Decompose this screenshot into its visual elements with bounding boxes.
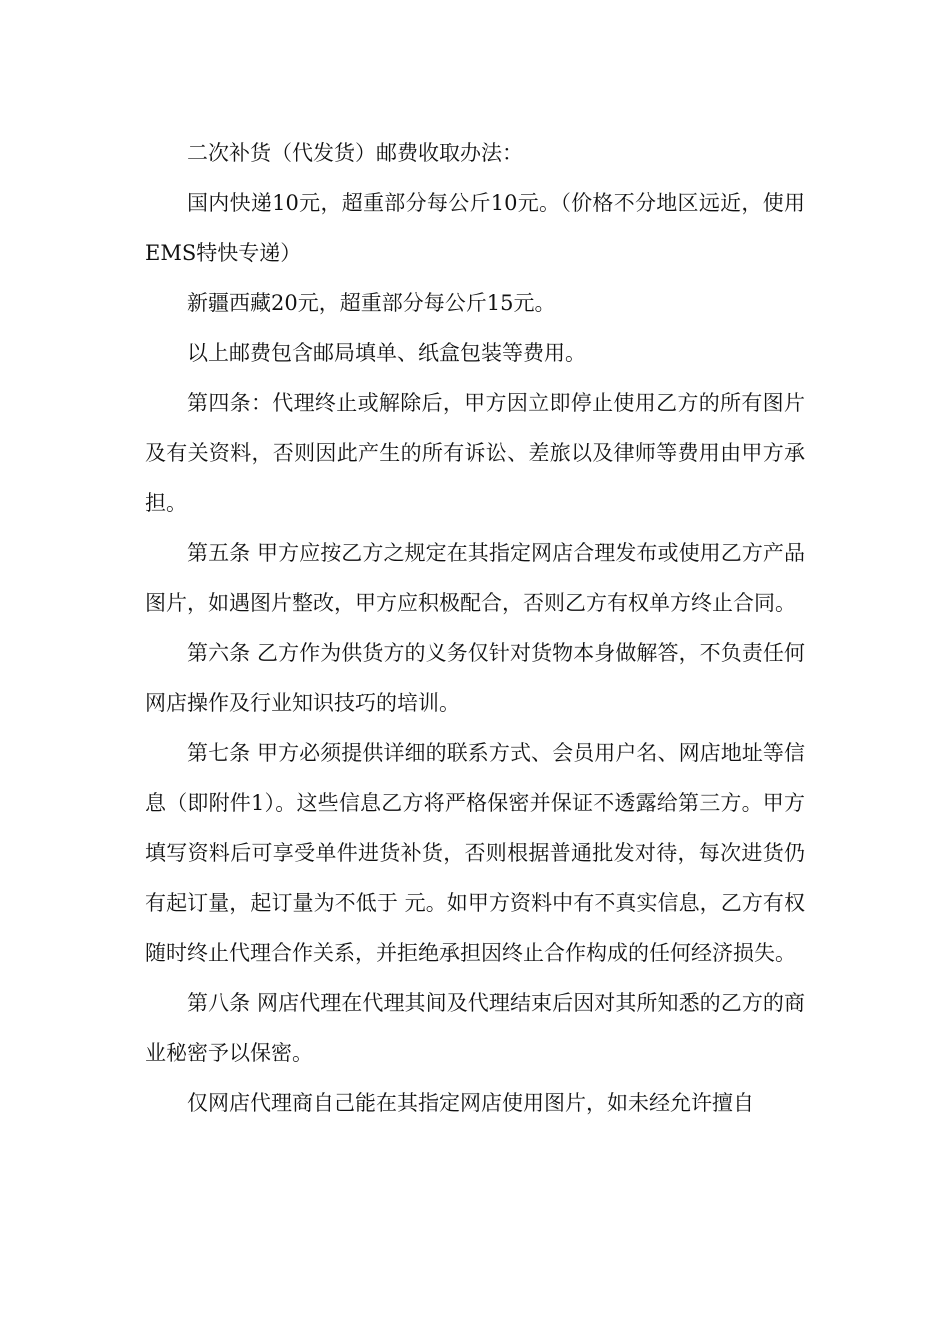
- paragraph-domestic-express: 国内快递10元，超重部分每公斤10元。（价格不分地区远近，使用EMS特快专递）: [145, 191, 805, 265]
- document-body: [145, 128, 805, 1128]
- paragraph-article-6: 第六条 乙方作为供货方的义务仅针对货物本身做解答，不负责任何网店操作及行业知识技巧的培训。: [145, 641, 805, 715]
- paragraph-postage-includes: 以上邮费包含邮局填单、纸盒包装等费用。: [187, 341, 586, 365]
- paragraph-article-4: 第四条：代理终止或解除后，甲方因立即停止使用乙方的所有图片及有关资料，否则因此产生的所有诉讼、差旅以及律师等费用由甲方承担。: [145, 391, 805, 515]
- paragraph-article-5: 第五条 甲方应按乙方之规定在其指定网店合理发布或使用乙方产品图片，如遇图片整改，甲方应积极配合，否则乙方有权单方终止合同。: [145, 541, 805, 615]
- paragraph-image-usage: 仅网店代理商自己能在其指定网店使用图片，如未经允许擅自: [187, 1091, 754, 1115]
- paragraph-postage-title: 二次补货（代发货）邮费收取办法：: [187, 141, 523, 165]
- paragraph-xinjiang-tibet: 新疆西藏20元，超重部分每公斤15元。: [187, 291, 556, 315]
- paragraph-article-8: 第八条 网店代理在代理其间及代理结束后因对其所知悉的乙方的商业秘密予以保密。: [145, 991, 805, 1065]
- paragraph-article-7: 第七条 甲方必须提供详细的联系方式、会员用户名、网店地址等信息（即附件1）。这些信息乙方将严格保密并保证不透露给第三方。甲方填写资料后可享受单件进货补货，否则根据普通批发对待，每次进货仍有起订量，起订量为不低于 元。如甲方资料中有不真实信息，乙方有权随时终止代理合作关系，并拒绝承担因终止合作构成的任何经济损失。: [145, 741, 805, 965]
